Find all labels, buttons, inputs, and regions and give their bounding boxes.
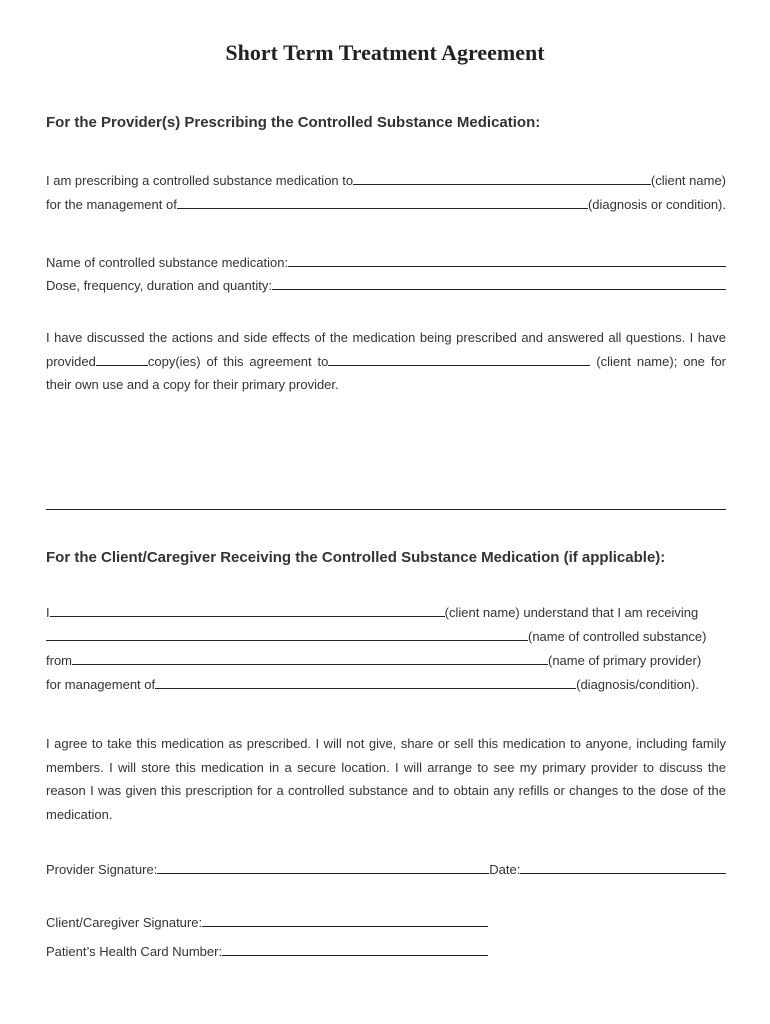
provider-para-part2: copy(ies) of this agreement to bbox=[147, 353, 329, 369]
client-signature-field[interactable] bbox=[202, 915, 488, 927]
client-agreement-paragraph: I agree to take this medication as prescribed. I will not give, share or sell this medication to anyone, including family members. I will store this medication in a secure location. I will arrange to see my primary provider to discuss the reason I was given this prescription for a controlled substance and to obtain any refills or changes to the dose of the medication. bbox=[46, 736, 726, 822]
client-line2-suffix: (name of controlled substance) bbox=[528, 629, 707, 644]
client-line1-prefix: I bbox=[46, 605, 50, 620]
medication-name-field[interactable] bbox=[288, 255, 726, 267]
page-title: Short Term Treatment Agreement bbox=[225, 40, 545, 65]
client-name-field[interactable] bbox=[353, 173, 651, 185]
provider-signature-line bbox=[46, 862, 726, 880]
copies-count-field[interactable] bbox=[96, 354, 148, 366]
provider-signature-field[interactable] bbox=[157, 862, 489, 874]
copies-client-name-field[interactable] bbox=[328, 354, 590, 366]
dose-field[interactable] bbox=[272, 278, 726, 290]
date-label: Date: bbox=[489, 862, 521, 877]
provider-line2-suffix: (diagnosis or condition). bbox=[587, 197, 726, 212]
provider-line1-suffix: (client name) bbox=[650, 173, 726, 188]
client-section-heading: For the Client/Caregiver Receiving the Controlled Substance Medication (if applicable): bbox=[46, 549, 666, 566]
client-line3-suffix: (name of primary provider) bbox=[548, 653, 702, 668]
section-divider bbox=[46, 509, 726, 510]
client-name-line bbox=[46, 605, 726, 623]
client-signature-line bbox=[46, 915, 726, 933]
medication-name-line bbox=[46, 255, 726, 273]
substance-name-field[interactable] bbox=[46, 629, 528, 641]
health-card-field[interactable] bbox=[222, 944, 488, 956]
client-line4-prefix: for management of bbox=[46, 677, 156, 692]
provider-discussion-paragraph bbox=[46, 326, 726, 397]
client-diagnosis-field[interactable] bbox=[155, 677, 576, 689]
health-card-label: Patient’s Health Card Number: bbox=[46, 944, 223, 959]
client-diagnosis-line bbox=[46, 677, 726, 695]
medication-name-label: Name of controlled substance medication: bbox=[46, 255, 289, 270]
date-field[interactable] bbox=[520, 862, 726, 874]
diagnosis-field[interactable] bbox=[177, 197, 588, 209]
client-signature-label: Client/Caregiver Signature: bbox=[46, 915, 203, 930]
provider-diagnosis-line bbox=[46, 197, 726, 215]
primary-provider-line bbox=[46, 653, 726, 671]
provider-section-heading: For the Provider(s) Prescribing the Controlled Substance Medication: bbox=[46, 114, 541, 131]
provider-line1-prefix: I am prescribing a controlled substance medication to bbox=[46, 173, 354, 188]
dose-label: Dose, frequency, duration and quantity: bbox=[46, 278, 272, 293]
provider-para-part3: (client name); one for their own use and a copy for their primary provider. bbox=[46, 353, 726, 392]
client-line3-prefix: from bbox=[46, 653, 72, 668]
client-self-name-field[interactable] bbox=[50, 605, 445, 617]
provider-line2-prefix: for the management of bbox=[46, 197, 177, 212]
primary-provider-field[interactable] bbox=[72, 653, 548, 665]
dose-line bbox=[46, 278, 726, 296]
client-line4-suffix: (diagnosis/condition). bbox=[576, 677, 699, 692]
health-card-line bbox=[46, 944, 726, 962]
provider-signature-label: Provider Signature: bbox=[46, 862, 158, 877]
provider-para-part1: I have discussed the actions and side effects of the medication being prescribed and answered all questions. I have provided bbox=[46, 330, 726, 369]
provider-client-name-line bbox=[46, 173, 726, 191]
client-line1-suffix: (client name) understand that I am receiving bbox=[444, 605, 699, 620]
substance-line bbox=[46, 629, 726, 647]
